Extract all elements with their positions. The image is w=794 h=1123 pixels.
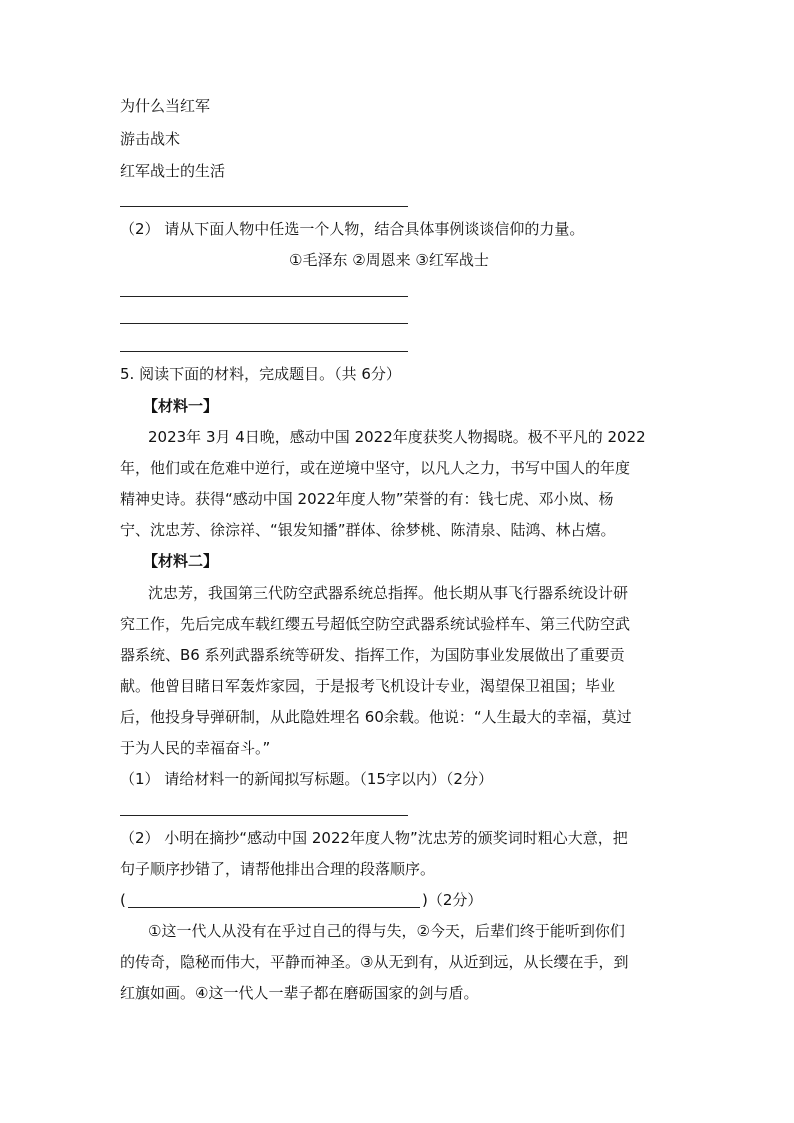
paragraph-line: ①这一代人从没有在乎过自己的得与失，②今天，后辈们终于能听到你们 — [148, 922, 625, 940]
question-prompt: （2） 请从下面人物中任选一个人物，结合具体事例谈谈信仰的力量。 — [120, 220, 585, 238]
sub-question: 句子顺序抄错了，请帮他排出合理的段落顺序。 — [120, 860, 436, 878]
paragraph-line: 后，他投身导弹研制，从此隐姓埋名 60余载。他说：“人生最大的幸福，莫过 — [120, 708, 632, 726]
person-options: ①毛泽东 ②周恩来 ③红军战士 — [289, 251, 489, 269]
paragraph-line: 沈忠芳，我国第三代防空武器系统总指挥。他长期从事飞行器系统设计研 — [148, 584, 629, 602]
answer-line[interactable] — [120, 323, 408, 324]
paragraph-line: 的传奇，隐秘而伟大，平静而神圣。③从无到有，从近到远，从长缨在手，到 — [120, 953, 629, 971]
paragraph-line: 红旗如画。④这一代人一辈子都在磨砺国家的剑与盾。 — [120, 984, 479, 1002]
topic-item: 游击战术 — [120, 130, 181, 148]
answer-line[interactable] — [120, 815, 408, 816]
paragraph-line: 精神史诗。获得“感动中国 2022年度人物”荣誉的有：钱七虎、邓小岚、杨 — [120, 490, 614, 508]
sub-question: （2） 小明在摘抄“感动中国 2022年度人物”沈忠芳的颁奖词时粗心大意，把 — [120, 829, 628, 847]
paragraph-line: 究工作，先后完成车载红缨五号超低空防空武器系统试验样车、第三代防空武 — [120, 615, 631, 633]
paragraph-line: 年，他们或在危难中逆行，或在逆境中坚守，以凡人之力，书写中国人的年度 — [120, 459, 631, 477]
paragraph-line: 献。他曾目睹日军轰炸家园，于是报考飞机设计专业，渴望保卫祖国；毕业 — [120, 677, 616, 695]
paragraph-line: 于为人民的幸福奋斗。” — [120, 739, 271, 757]
topic-item: 红军战士的生活 — [120, 162, 226, 180]
question-heading: 5. 阅读下面的材料，完成题目。（共 6分） — [120, 365, 401, 383]
answer-line[interactable] — [120, 296, 408, 297]
answer-line[interactable] — [120, 351, 408, 352]
answer-paren-close: )（2分） — [422, 891, 483, 909]
paragraph-line: 2023年 3月 4日晚，感动中国 2022年度获奖人物揭晓。极不平凡的 2022 — [148, 428, 646, 446]
material-title: 【材料一】 — [143, 397, 219, 415]
answer-line[interactable] — [120, 206, 408, 207]
paragraph-line: 宁、沈忠芳、徐淙祥、“银发知播”群体、徐梦桃、陈清泉、陆鸿、林占熺。 — [120, 521, 616, 539]
topic-item: 为什么当红军 — [120, 97, 211, 115]
paragraph-line: 器系统、B6 系列武器系统等研发、指挥工作，为国防事业发展做出了重要贡 — [120, 646, 625, 664]
order-answer-line[interactable] — [128, 907, 420, 908]
answer-paren-open: ( — [120, 891, 126, 909]
material-title: 【材料二】 — [143, 552, 219, 570]
sub-question: （1） 请给材料一的新闻拟写标题。（15字以内）（2分） — [120, 770, 493, 788]
